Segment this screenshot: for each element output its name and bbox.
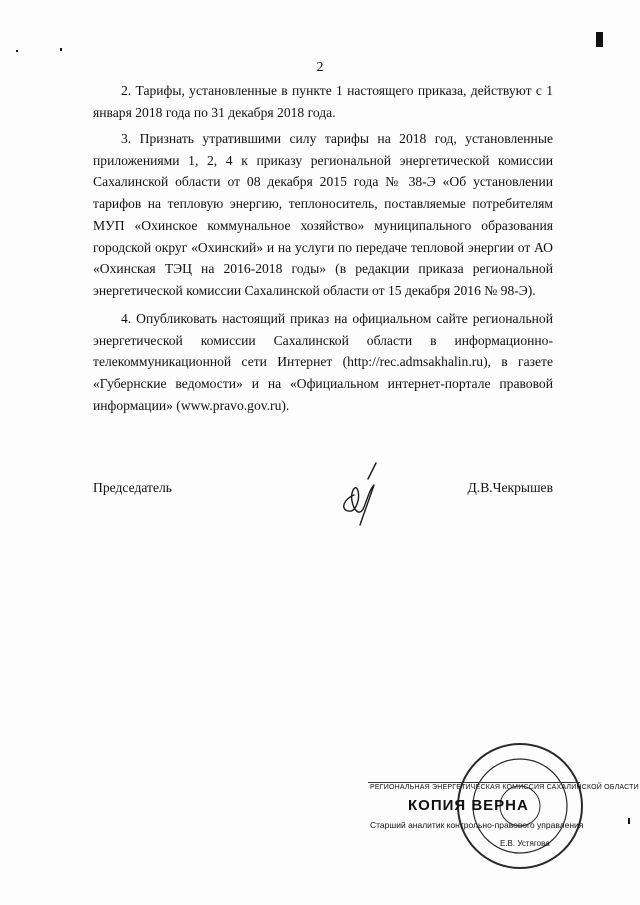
paragraph-2: 2. Тарифы, установленные в пункте 1 настоящего приказа, действуют с 1 января 2018 года по 31 декабря 2018 года. bbox=[93, 83, 553, 120]
stamp-title: КОПИЯ ВЕРНА bbox=[408, 797, 529, 814]
signatory-name: Д.В.Чекрышев bbox=[467, 480, 553, 495]
signatory-position: Председатель bbox=[93, 480, 172, 495]
stamp-role: Старший аналитик контрольно-правового управления bbox=[370, 820, 584, 830]
certification-stamp bbox=[368, 740, 639, 860]
corner-mark bbox=[596, 32, 603, 47]
paragraph-4: 4. Опубликовать настоящий приказ на официальном сайте региональной энергетической комиссии Сахалинской области в информационно-телекоммуникационной сети Интернет (http://rec.admsakhalin.ru), в газете «Губернские ведомости» и на «Официальном интернет-портале правовой информации» (www.pravo.gov.ru). bbox=[93, 311, 553, 413]
scan-speck bbox=[628, 818, 630, 824]
paragraph-3: 3. Признать утратившими силу тарифы на 2018 год, установленные приложениями 1, 2, 4 к приказу региональной энергетической комиссии Сахалинской области от 08 декабря 2015 года № 38-Э «Об установлении тарифов на тепловую энергию, теплоноситель, поставляемые потребителям МУП «Охинское коммунальное хозяйство» муниципального образования городской округ «Охинский» и на услуги по передаче тепловой энергии от АО «Охинская ТЭЦ на 2016-2018 годы» (в редакции приказа региональной энергетической комиссии Сахалинской области от 15 декабря 2016 № 98-Э). bbox=[93, 131, 553, 298]
scan-speck bbox=[60, 48, 62, 51]
page-number: 2 bbox=[316, 60, 324, 75]
stamp-name: Е.В. Устягова bbox=[500, 839, 550, 848]
scan-speck bbox=[16, 50, 18, 52]
stamp-organization: РЕГИОНАЛЬНАЯ ЭНЕРГЕТИЧЕСКАЯ КОМИССИЯ САХАЛИНСКОЙ ОБЛАСТИ bbox=[370, 784, 639, 791]
handwritten-signature bbox=[330, 455, 390, 530]
